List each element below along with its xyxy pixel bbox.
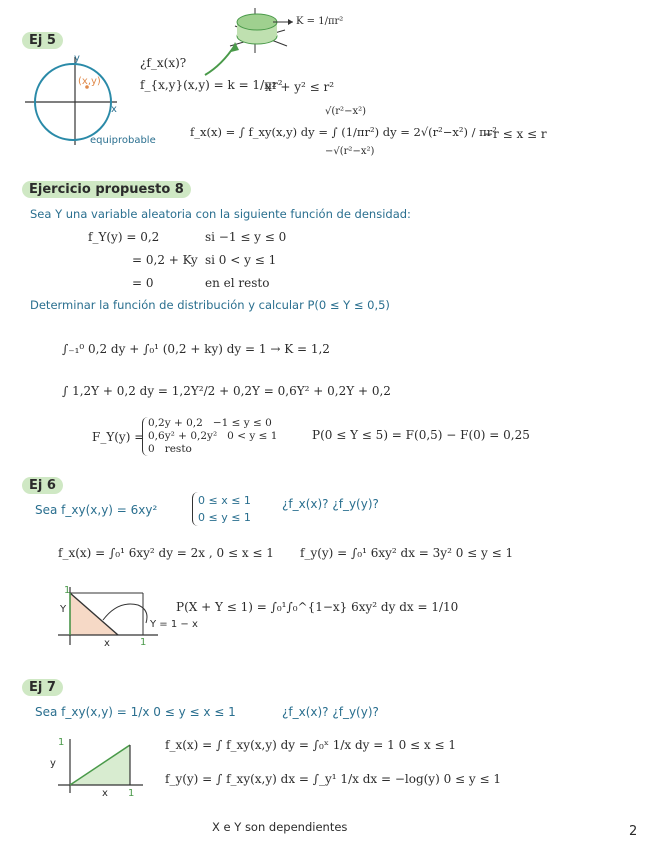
ej5-range: −r ≤ x ≤ r	[483, 127, 547, 141]
density-cond-3: en el resto	[205, 276, 270, 290]
F-case-cond-3: resto	[164, 443, 192, 455]
density-expr-3: = 0	[132, 276, 154, 290]
ej7-conclusion: X e Y son dependientes	[212, 820, 348, 834]
ej7-axis-x: x	[102, 788, 108, 799]
density-cond-1: si −1 ≤ y ≤ 0	[205, 230, 287, 244]
ej5-condition: x² + y² ≤ r²	[265, 80, 335, 94]
ej6-region-diagram	[58, 585, 168, 647]
density-cond-2: si 0 < y ≤ 1	[205, 253, 277, 267]
ej7-def: Sea f_xy(x,y) = 1/x 0 ≤ y ≤ x ≤ 1	[35, 705, 236, 719]
F-case-expr-1: 0,2y + 0,2	[148, 417, 203, 429]
ej7-question: ¿f_x(x)? ¿f_y(y)?	[282, 705, 379, 719]
ej6-def: Sea f_xy(x,y) = 6xy²	[35, 503, 158, 517]
ej5-marginal: f_x(x) = ∫ f_xy(x,y) dy = ∫ (1/πr²) dy = 2√(r²−x²) / πr²	[190, 125, 497, 139]
ej7-fx: f_x(x) = ∫ f_xy(x,y) dy = ∫₀ˣ 1/x dy = 1 0 ≤ x ≤ 1	[165, 738, 456, 752]
ej6-cond2: 0 ≤ y ≤ 1	[198, 511, 251, 524]
ej6-axis-y: Y	[60, 604, 67, 615]
ej7-axis-y: y	[50, 758, 56, 769]
page-number: 2	[629, 824, 638, 839]
F-label: F_Y(y) =	[92, 430, 145, 444]
ej6-conditions	[192, 492, 251, 526]
ej7-tick-x: 1	[128, 788, 135, 799]
equiprobable-label: equiprobable	[90, 135, 156, 146]
ej7-tick-y: 1	[58, 737, 65, 748]
ej6-tick-x: 1	[140, 637, 147, 648]
F-case-cond-1: −1 ≤ y ≤ 0	[212, 417, 272, 429]
circle-axis-x: x	[111, 104, 117, 115]
ep8-task: Determinar la función de distribución y calcular P(0 ≤ Y ≤ 0,5)	[30, 298, 390, 312]
density-expr-2: = 0,2 + Ky	[132, 253, 198, 267]
ej5-limit-up: √(r²−x²)	[325, 106, 366, 117]
ej5-joint: f_{x,y}(x,y) = k = 1/πr²	[140, 78, 283, 92]
ej7-heading: Ej 7	[22, 679, 63, 696]
ej6-axis-x: x	[104, 638, 110, 649]
ej6-prob: P(X + Y ≤ 1) = ∫₀¹∫₀^{1−x} 6xy² dy dx = 1/10	[176, 600, 459, 614]
ej6-tick-y: 1	[64, 585, 71, 596]
F-case-expr-3: 0	[148, 443, 155, 455]
ep8-heading: Ejercicio propuesto 8	[22, 181, 191, 198]
ep8-step2: ∫ 1,2Y + 0,2 dy = 1,2Y²/2 + 0,2Y = 0,6Y² + 0,2Y + 0,2	[62, 384, 391, 398]
ej6-cond1: 0 ≤ x ≤ 1	[198, 494, 251, 507]
ep8-intro: Sea Y una variable aleatoria con la siguiente función de densidad:	[30, 207, 411, 221]
circle-axis-y: y	[74, 53, 80, 64]
F-case-expr-2: 0,6y² + 0,2y²	[148, 430, 218, 442]
ej6-heading: Ej 6	[22, 477, 63, 494]
ep8-prob: P(0 ≤ Y ≤ 5) = F(0,5) − F(0) = 0,25	[312, 428, 530, 442]
ej6-fx: f_x(x) = ∫₀¹ 6xy² dy = 2x , 0 ≤ x ≤ 1	[58, 546, 274, 560]
ej5-question: ¿f_x(x)?	[140, 56, 187, 70]
density-expr-1: f_Y(y) = 0,2	[88, 230, 160, 244]
green-arrow	[200, 40, 250, 80]
ej7-fy: f_y(y) = ∫ f_xy(x,y) dx = ∫_y¹ 1/x dx = −log(y) 0 ≤ y ≤ 1	[165, 772, 501, 786]
ej6-fy: f_y(y) = ∫₀¹ 6xy² dx = 3y² 0 ≤ y ≤ 1	[300, 546, 514, 560]
F-case-cond-2: 0 < y ≤ 1	[227, 430, 278, 442]
ej6-line-label: Y = 1 − x	[150, 619, 198, 630]
ej7-region-diagram	[58, 737, 148, 795]
F-cases	[142, 417, 277, 456]
k-note: K = 1/πr²	[296, 16, 344, 27]
ej6-question: ¿f_x(x)? ¿f_y(y)?	[282, 497, 379, 511]
ej5-limit-low: −√(r²−x²)	[325, 146, 375, 157]
ep8-step1: ∫₋₁⁰ 0,2 dy + ∫₀¹ (0,2 + ky) dy = 1 → K = 1,2	[62, 342, 330, 356]
circle-point-label: (x,y)	[78, 76, 101, 87]
ej5-heading: Ej 5	[22, 32, 63, 49]
